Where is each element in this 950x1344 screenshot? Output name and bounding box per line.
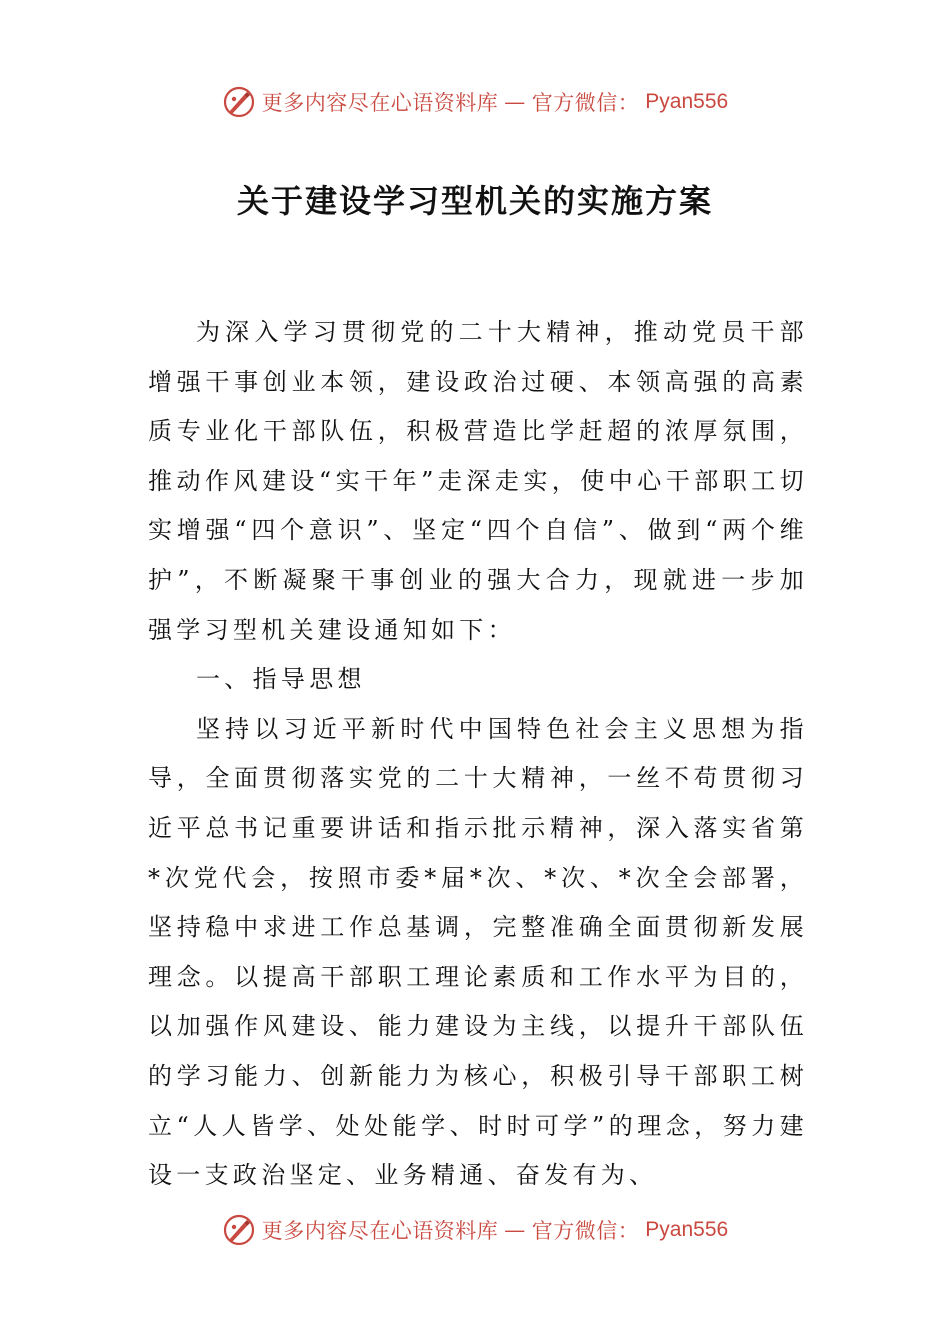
paragraph-intro: 为深入学习贯彻党的二十大精神，推动党员干部增强干事创业本领，建设政治过硬、本领高强的高素质专业化干部队伍，积极营造比学赶超的浓厚氛围，推动作风建设“实干年”走深走实，使中心干部职工切实增强“四个意识”、坚定“四个自信”、做到“两个维护”，不断凝聚干事创业的强大合力，现就进一步加强学习型机关建设通知如下： <box>148 318 808 644</box>
watermark-dash: — <box>504 1218 526 1242</box>
document-title: 关于建设学习型机关的实施方案 <box>236 182 713 220</box>
watermark-wechat-id: Pyan556 <box>645 90 729 113</box>
watermark-footer <box>0 1210 950 1250</box>
watermark-wechat-label: 官方微信： <box>531 1219 640 1243</box>
watermark-dash: — <box>504 90 526 114</box>
paragraph-guiding-ideology: 坚持以习近平新时代中国特色社会主义思想为指导，全面贯彻落实党的二十大精神，一丝不苟贯彻习近平总书记重要讲话和指示批示精神，深入落实省第*次党代会，按照市委*届*次、*次、*次全会部署，坚持稳中求进工作总基调，完整准确全面贯彻新发展理念。以提高干部职工理论素质和工作水平为目的，以加强作风建设、能力建设为主线，以提升干部队伍的学习能力、创新能力为核心，积极引导干部职工树立“人人皆学、处处能学、时时可学”的理念，努力建设一支政治坚定、业务精通、奋发有为、 <box>148 714 808 1190</box>
document-body <box>148 308 808 1201</box>
pen-circle-logo-icon <box>222 1213 256 1247</box>
watermark-site-text: 更多内容尽在心语资料库 <box>261 91 499 115</box>
watermark-site-text: 更多内容尽在心语资料库 <box>261 1219 499 1243</box>
pen-circle-logo-icon <box>222 85 256 119</box>
watermark-wechat-label: 官方微信： <box>531 91 640 115</box>
watermark-wechat-id: Pyan556 <box>645 1218 729 1241</box>
watermark-header <box>0 82 950 122</box>
section-heading-guiding-ideology: 一、指导思想 <box>196 665 366 694</box>
